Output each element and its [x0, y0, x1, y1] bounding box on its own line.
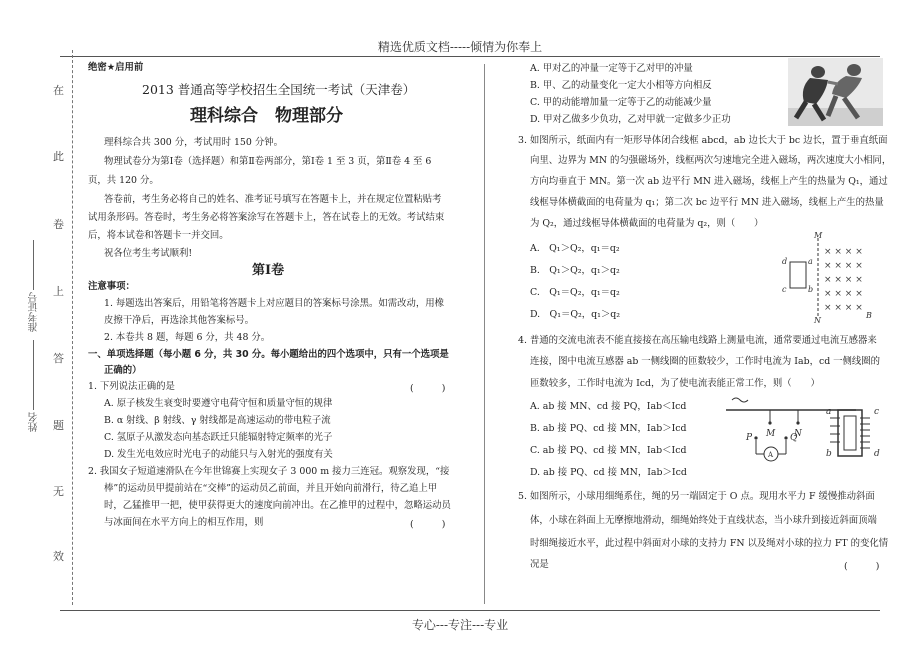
name-line [33, 340, 34, 410]
q4-option: A. ab 接 MN、cd 接 PQ，Iab＜Icd [530, 401, 687, 412]
q3-figure [778, 232, 888, 324]
q4-option: C. ab 接 PQ、cd 接 MN，Iab＜Icd [530, 445, 687, 456]
svg-text:× × × ×: × × × × [824, 275, 863, 285]
answer-paren: ( ) [844, 561, 880, 572]
exam-id-label: 准考证号 [29, 292, 40, 332]
binding-char: 题 [53, 419, 64, 432]
column-separator [484, 64, 485, 604]
binding-char: 在 [53, 84, 64, 97]
q2-line: 2. 我国女子短道速滑队在今年世锦赛上实现女子 3 000 m 接力三连冠。观察发现，“接 [88, 466, 450, 477]
fig-label-b: b [826, 449, 832, 459]
q1-option: A. 原子核发生衰变时要遵守电荷守恒和质量守恒的规律 [104, 398, 333, 409]
q5-line: 时细绳接近水平，此过程中斜面对小球的支持力 FN 以及绳对小球的拉力 FT 的变化情 [530, 538, 889, 549]
binding-char: 效 [53, 550, 64, 563]
notes-title: 注意事项： [88, 281, 135, 292]
section-heading: 一、单项选择题（每小题 6 分，共 30 分。每小题给出的四个选项中，只有一个选项是 [88, 349, 449, 360]
fig-label-a: a [826, 407, 832, 417]
fig-label-a: a [808, 257, 813, 266]
name-label: 姓名 [29, 412, 40, 432]
intro-line: 答卷前，考生务必将自己的姓名、准考证号填写在答题卡上，并在规定位置粘贴考 [104, 194, 442, 205]
q2-option: D. 甲对乙做多少负功，乙对甲就一定做多少正功 [530, 114, 731, 125]
fig-label-B: B [866, 311, 872, 320]
answer-paren: ( ) [410, 519, 446, 530]
binding-char: 卷 [53, 218, 64, 231]
fig-label-b: b [808, 285, 814, 294]
q2-option: A. 甲对乙的冲量一定等于乙对甲的冲量 [530, 63, 693, 74]
q2-option: B. 甲、乙的动量变化一定大小相等方向相反 [530, 80, 712, 91]
svg-text:× × × ×: × × × × [824, 247, 863, 257]
q3-option: B. Q₁＞Q₂，q₁＞q₂ [530, 265, 620, 276]
binding-char: 无 [53, 485, 64, 498]
binding-char: 此 [53, 150, 64, 163]
intro-line: 祝各位考生考试顺利! [104, 248, 193, 259]
fig-label-N: N [794, 429, 802, 439]
q4-line: 连接，图中电流互感器 ab 一侧线圈的匝数较少，工作时电流为 Iab，cd 一侧线圈的 [530, 356, 881, 367]
fig-label-M: M [814, 232, 823, 240]
q4-option: D. ab 接 PQ、cd 接 MN，Iab＞Icd [530, 467, 687, 478]
q3-line: 方向均垂直于 MN。第一次 ab 边平行 MN 进入磁场，线框上产生的热量为 Q₁，通过 [530, 176, 888, 187]
q2-line: 棒”的运动员甲提前站在“交棒”的运动员乙前面，并且开始向前滑行，待乙追上甲 [104, 483, 438, 494]
q2-line: 与冰面间在水平方向上的相互作用，则 [104, 517, 264, 528]
fig-label-d: d [782, 257, 788, 266]
confidential-mark: 绝密★启用前 [88, 62, 144, 73]
q3-option: C. Q₁＝Q₂，q₁＝q₂ [530, 287, 620, 298]
q1-option: D. 发生光电效应时光电子的动能只与入射光的强度有关 [104, 449, 333, 460]
q4-line: 匝数较多，工作时电流为 Icd，为了使电流表能正常工作，则（ ） [530, 378, 820, 389]
q3-line: 线框导体横截面的电荷量为 q₁；第二次 bc 边平行 MN 进入磁场，线框上产生的热量 [530, 197, 884, 208]
q3-line: 为 Q₂，通过线框导体横截面的电荷量为 q₂，则（ ） [530, 218, 764, 229]
q2-option: C. 甲的动能增加量一定等于乙的动能减少量 [530, 97, 712, 108]
ammeter-label: A [768, 451, 774, 459]
header-rule [60, 56, 880, 57]
exam-id-line [33, 240, 34, 290]
note-line: 2. 本卷共 8 题，每题 6 分，共 48 分。 [104, 332, 271, 343]
note-line: 1. 每题选出答案后，用铅笔将答题卡上对应题目的答案标号涂黑。如需改动，用橡 [104, 298, 445, 309]
q3-line: 向里、边界为 MN 的匀强磁场外，线框两次匀速地完全进入磁场，两次速度大小相同， [530, 155, 892, 166]
intro-line: 试用条形码。答卷时，考生务必将答案涂写在答题卡上，答在试卷上的无效。考试结束 [88, 212, 445, 223]
intro-line: 理科综合共 300 分，考试用时 150 分钟。 [104, 137, 283, 148]
q4-option: B. ab 接 PQ、cd 接 MN，Iab＞Icd [530, 423, 687, 434]
q5-line: 5. 如图所示，小球用细绳系住，绳的另一端固定于 O 点。现用水平力 F 缓慢推动斜面 [518, 491, 875, 502]
q5-line: 况是 [530, 559, 549, 570]
fig-label-Q: Q [790, 433, 798, 443]
q1-option: B. α 射线、β 射线、γ 射线都是高速运动的带电粒子流 [104, 415, 331, 426]
fig-label-P: P [746, 433, 753, 443]
fig-label-N: N [814, 316, 821, 324]
footer-rule [60, 610, 880, 611]
answer-paren: ( ) [410, 383, 446, 394]
q4-figure [726, 392, 886, 472]
binding-margin [43, 50, 73, 610]
note-line: 皮擦干净后，再选涂其他答案标号。 [104, 315, 255, 326]
svg-text:× × × ×: × × × × [824, 303, 863, 313]
q1-option: C. 氢原子从激发态向基态跃迁只能辐射特定频率的光子 [104, 432, 333, 443]
q3-option: A. Q₁＞Q₂，q₁＝q₂ [530, 243, 620, 254]
svg-text:× × × ×: × × × × [824, 261, 863, 271]
subject-title: 理科综合 物理部分 [190, 106, 343, 126]
skaters-photo [788, 58, 883, 126]
q4-line: 4. 普通的交流电流表不能直接接在高压输电线路上测量电流，通常要通过电流互感器来 [518, 335, 877, 346]
q5-line: 体，小球在斜面上无摩擦地滑动，细绳始终处于直线状态，当小球升到接近斜面顶端 [530, 515, 877, 526]
binding-char: 上 [53, 285, 64, 298]
exam-title: 2013 普通高等学校招生全国统一考试（天津卷） [142, 82, 416, 97]
fig-label-c: c [782, 285, 787, 294]
svg-text:× × × ×: × × × × [824, 289, 863, 299]
binding-char: 答 [53, 352, 64, 365]
intro-line: 后，将本试卷和答题卡一并交回。 [88, 230, 229, 241]
fig-label-d: d [874, 449, 880, 459]
intro-line: 物理试卷分为第Ⅰ卷（选择题）和第Ⅱ卷两部分，第Ⅰ卷 1 至 3 页，第Ⅱ卷 4 至 6 [104, 156, 432, 167]
q1-stem: 1. 下列说法正确的是 [88, 381, 175, 392]
fig-label-M: M [766, 429, 776, 439]
fig-label-c: c [874, 407, 880, 417]
part-one-heading: 第Ⅰ卷 [252, 263, 285, 278]
q3-line: 3. 如图所示，纸面内有一矩形导体闭合线框 abcd，ab 边长大于 bc 边长，置于垂直纸面 [518, 135, 888, 146]
q2-line: 时，乙猛推甲一把，使甲获得更大的速度向前冲出。在乙推甲的过程中，忽略运动员 [104, 500, 451, 511]
page-header: 精选优质文档-----倾情为你奉上 [377, 40, 543, 54]
intro-line: 页，共 120 分。 [88, 175, 159, 186]
page-footer: 专心---专注---专业 [411, 618, 509, 632]
q3-option: D. Q₁＝Q₂，q₁＞q₂ [530, 309, 621, 320]
section-heading: 正确的） [104, 365, 142, 376]
